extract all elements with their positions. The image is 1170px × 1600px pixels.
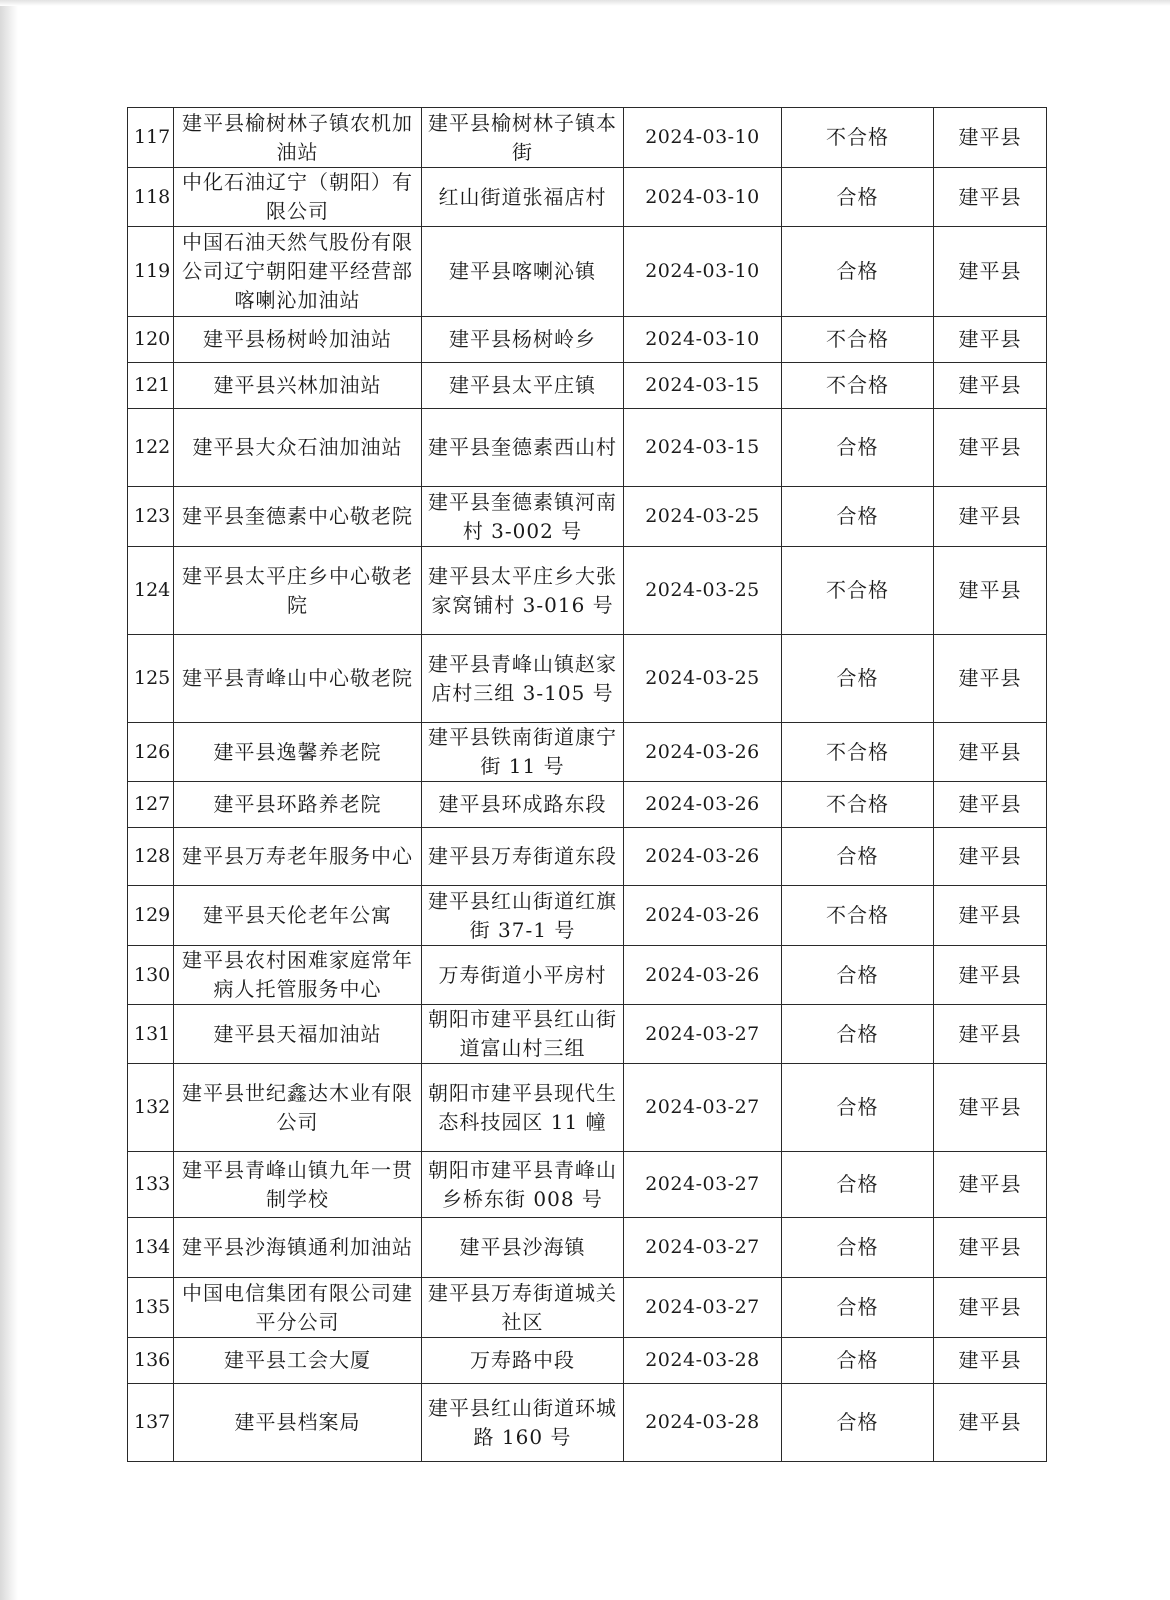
inspection-date: 2024-03-26 xyxy=(624,828,782,886)
inspection-date: 2024-03-26 xyxy=(624,886,782,946)
unit-address: 建平县沙海镇 xyxy=(422,1218,624,1278)
table-row xyxy=(128,168,1047,227)
county: 建平县 xyxy=(934,409,1047,487)
table-row xyxy=(128,946,1047,1005)
row-number: 134 xyxy=(128,1218,174,1278)
table-row xyxy=(128,108,1047,168)
unit-name: 建平县档案局 xyxy=(174,1384,422,1462)
row-number: 128 xyxy=(128,828,174,886)
row-number: 117 xyxy=(128,108,174,168)
unit-address: 朝阳市建平县青峰山乡桥东街 008 号 xyxy=(422,1152,624,1218)
row-number: 136 xyxy=(128,1338,174,1384)
inspection-result: 合格 xyxy=(782,1152,934,1218)
unit-name: 建平县榆树林子镇农机加油站 xyxy=(174,108,422,168)
county: 建平县 xyxy=(934,363,1047,409)
inspection-date: 2024-03-28 xyxy=(624,1384,782,1462)
row-number: 131 xyxy=(128,1005,174,1064)
unit-address: 建平县万寿街道东段 xyxy=(422,828,624,886)
table-row xyxy=(128,227,1047,317)
inspection-result: 合格 xyxy=(782,227,934,317)
row-number: 133 xyxy=(128,1152,174,1218)
row-number: 122 xyxy=(128,409,174,487)
unit-name: 建平县环路养老院 xyxy=(174,782,422,828)
table-row xyxy=(128,1278,1047,1338)
unit-name: 建平县兴林加油站 xyxy=(174,363,422,409)
inspection-result: 合格 xyxy=(782,1278,934,1338)
inspection-date: 2024-03-10 xyxy=(624,108,782,168)
unit-name: 建平县青峰山镇九年一贯制学校 xyxy=(174,1152,422,1218)
inspection-result: 不合格 xyxy=(782,363,934,409)
unit-address: 建平县红山街道环城路 160 号 xyxy=(422,1384,624,1462)
table-row xyxy=(128,723,1047,782)
table-row xyxy=(128,1005,1047,1064)
inspection-result: 合格 xyxy=(782,946,934,1005)
inspection-date: 2024-03-25 xyxy=(624,547,782,635)
inspection-date: 2024-03-27 xyxy=(624,1005,782,1064)
table-body xyxy=(128,108,1047,1462)
inspection-date: 2024-03-28 xyxy=(624,1338,782,1384)
county: 建平县 xyxy=(934,946,1047,1005)
county: 建平县 xyxy=(934,1278,1047,1338)
inspection-result: 不合格 xyxy=(782,886,934,946)
unit-address: 建平县铁南街道康宁街 11 号 xyxy=(422,723,624,782)
county: 建平县 xyxy=(934,1005,1047,1064)
inspection-result: 合格 xyxy=(782,1064,934,1152)
county: 建平县 xyxy=(934,635,1047,723)
scan-edge xyxy=(0,0,18,1600)
unit-name: 建平县天福加油站 xyxy=(174,1005,422,1064)
unit-name: 中化石油辽宁（朝阳）有限公司 xyxy=(174,168,422,227)
inspection-date: 2024-03-10 xyxy=(624,227,782,317)
row-number: 124 xyxy=(128,547,174,635)
unit-name: 中国电信集团有限公司建平分公司 xyxy=(174,1278,422,1338)
unit-name: 建平县世纪鑫达木业有限公司 xyxy=(174,1064,422,1152)
unit-name: 建平县太平庄乡中心敬老院 xyxy=(174,547,422,635)
county: 建平县 xyxy=(934,487,1047,547)
table-row xyxy=(128,1384,1047,1462)
row-number: 130 xyxy=(128,946,174,1005)
table-row xyxy=(128,487,1047,547)
unit-address: 建平县万寿街道城关社区 xyxy=(422,1278,624,1338)
inspection-result: 合格 xyxy=(782,635,934,723)
unit-address: 建平县喀喇沁镇 xyxy=(422,227,624,317)
county: 建平县 xyxy=(934,317,1047,363)
unit-name: 建平县大众石油加油站 xyxy=(174,409,422,487)
unit-address: 建平县环成路东段 xyxy=(422,782,624,828)
county: 建平县 xyxy=(934,168,1047,227)
inspection-date: 2024-03-10 xyxy=(624,317,782,363)
unit-name: 中国石油天然气股份有限公司辽宁朝阳建平经营部喀喇沁加油站 xyxy=(174,227,422,317)
county: 建平县 xyxy=(934,1064,1047,1152)
county: 建平县 xyxy=(934,886,1047,946)
table-row xyxy=(128,1338,1047,1384)
table-row xyxy=(128,409,1047,487)
inspection-date: 2024-03-15 xyxy=(624,363,782,409)
unit-name: 建平县杨树岭加油站 xyxy=(174,317,422,363)
inspection-date: 2024-03-25 xyxy=(624,635,782,723)
unit-address: 建平县太平庄乡大张家窝铺村 3-016 号 xyxy=(422,547,624,635)
inspection-result: 不合格 xyxy=(782,782,934,828)
unit-address: 建平县青峰山镇赵家店村三组 3-105 号 xyxy=(422,635,624,723)
inspection-result: 合格 xyxy=(782,1338,934,1384)
county: 建平县 xyxy=(934,828,1047,886)
county: 建平县 xyxy=(934,723,1047,782)
row-number: 132 xyxy=(128,1064,174,1152)
inspection-date: 2024-03-27 xyxy=(624,1218,782,1278)
row-number: 123 xyxy=(128,487,174,547)
unit-address: 建平县榆树林子镇本街 xyxy=(422,108,624,168)
row-number: 119 xyxy=(128,227,174,317)
inspection-date: 2024-03-26 xyxy=(624,723,782,782)
unit-name: 建平县青峰山中心敬老院 xyxy=(174,635,422,723)
table-row xyxy=(128,828,1047,886)
table-row xyxy=(128,886,1047,946)
unit-name: 建平县工会大厦 xyxy=(174,1338,422,1384)
unit-address: 万寿路中段 xyxy=(422,1338,624,1384)
unit-address: 建平县杨树岭乡 xyxy=(422,317,624,363)
county: 建平县 xyxy=(934,1338,1047,1384)
unit-address: 建平县奎德素西山村 xyxy=(422,409,624,487)
inspection-date: 2024-03-15 xyxy=(624,409,782,487)
county: 建平县 xyxy=(934,1152,1047,1218)
inspection-date: 2024-03-25 xyxy=(624,487,782,547)
scan-edge-top xyxy=(0,0,1170,6)
unit-address: 万寿街道小平房村 xyxy=(422,946,624,1005)
row-number: 135 xyxy=(128,1278,174,1338)
table-row xyxy=(128,317,1047,363)
inspection-result: 不合格 xyxy=(782,317,934,363)
inspection-result: 合格 xyxy=(782,1384,934,1462)
inspection-result: 合格 xyxy=(782,409,934,487)
row-number: 121 xyxy=(128,363,174,409)
county: 建平县 xyxy=(934,547,1047,635)
county: 建平县 xyxy=(934,108,1047,168)
inspection-date: 2024-03-27 xyxy=(624,1278,782,1338)
inspection-result: 合格 xyxy=(782,168,934,227)
unit-address: 朝阳市建平县红山街道富山村三组 xyxy=(422,1005,624,1064)
county: 建平县 xyxy=(934,782,1047,828)
unit-name: 建平县奎德素中心敬老院 xyxy=(174,487,422,547)
unit-address: 朝阳市建平县现代生态科技园区 11 幢 xyxy=(422,1064,624,1152)
unit-name: 建平县农村困难家庭常年病人托管服务中心 xyxy=(174,946,422,1005)
inspection-result: 合格 xyxy=(782,828,934,886)
inspection-result: 合格 xyxy=(782,1005,934,1064)
row-number: 127 xyxy=(128,782,174,828)
inspection-date: 2024-03-10 xyxy=(624,168,782,227)
row-number: 129 xyxy=(128,886,174,946)
county: 建平县 xyxy=(934,1384,1047,1462)
table-row xyxy=(128,1152,1047,1218)
table-row xyxy=(128,635,1047,723)
row-number: 126 xyxy=(128,723,174,782)
inspection-date: 2024-03-26 xyxy=(624,782,782,828)
table-row xyxy=(128,782,1047,828)
county: 建平县 xyxy=(934,227,1047,317)
row-number: 125 xyxy=(128,635,174,723)
table-row xyxy=(128,1218,1047,1278)
unit-address: 建平县红山街道红旗街 37-1 号 xyxy=(422,886,624,946)
unit-address: 红山街道张福店村 xyxy=(422,168,624,227)
county: 建平县 xyxy=(934,1218,1047,1278)
inspection-result: 不合格 xyxy=(782,547,934,635)
inspection-table xyxy=(127,107,1047,1462)
unit-address: 建平县太平庄镇 xyxy=(422,363,624,409)
inspection-date: 2024-03-26 xyxy=(624,946,782,1005)
row-number: 120 xyxy=(128,317,174,363)
unit-address: 建平县奎德素镇河南村 3-002 号 xyxy=(422,487,624,547)
inspection-result: 不合格 xyxy=(782,723,934,782)
table-row xyxy=(128,1064,1047,1152)
inspection-result: 合格 xyxy=(782,1218,934,1278)
inspection-date: 2024-03-27 xyxy=(624,1152,782,1218)
inspection-result: 不合格 xyxy=(782,108,934,168)
row-number: 137 xyxy=(128,1384,174,1462)
unit-name: 建平县沙海镇通利加油站 xyxy=(174,1218,422,1278)
unit-name: 建平县逸馨养老院 xyxy=(174,723,422,782)
table-row xyxy=(128,363,1047,409)
unit-name: 建平县万寿老年服务中心 xyxy=(174,828,422,886)
table-row xyxy=(128,547,1047,635)
row-number: 118 xyxy=(128,168,174,227)
inspection-date: 2024-03-27 xyxy=(624,1064,782,1152)
unit-name: 建平县天伦老年公寓 xyxy=(174,886,422,946)
inspection-result: 合格 xyxy=(782,487,934,547)
